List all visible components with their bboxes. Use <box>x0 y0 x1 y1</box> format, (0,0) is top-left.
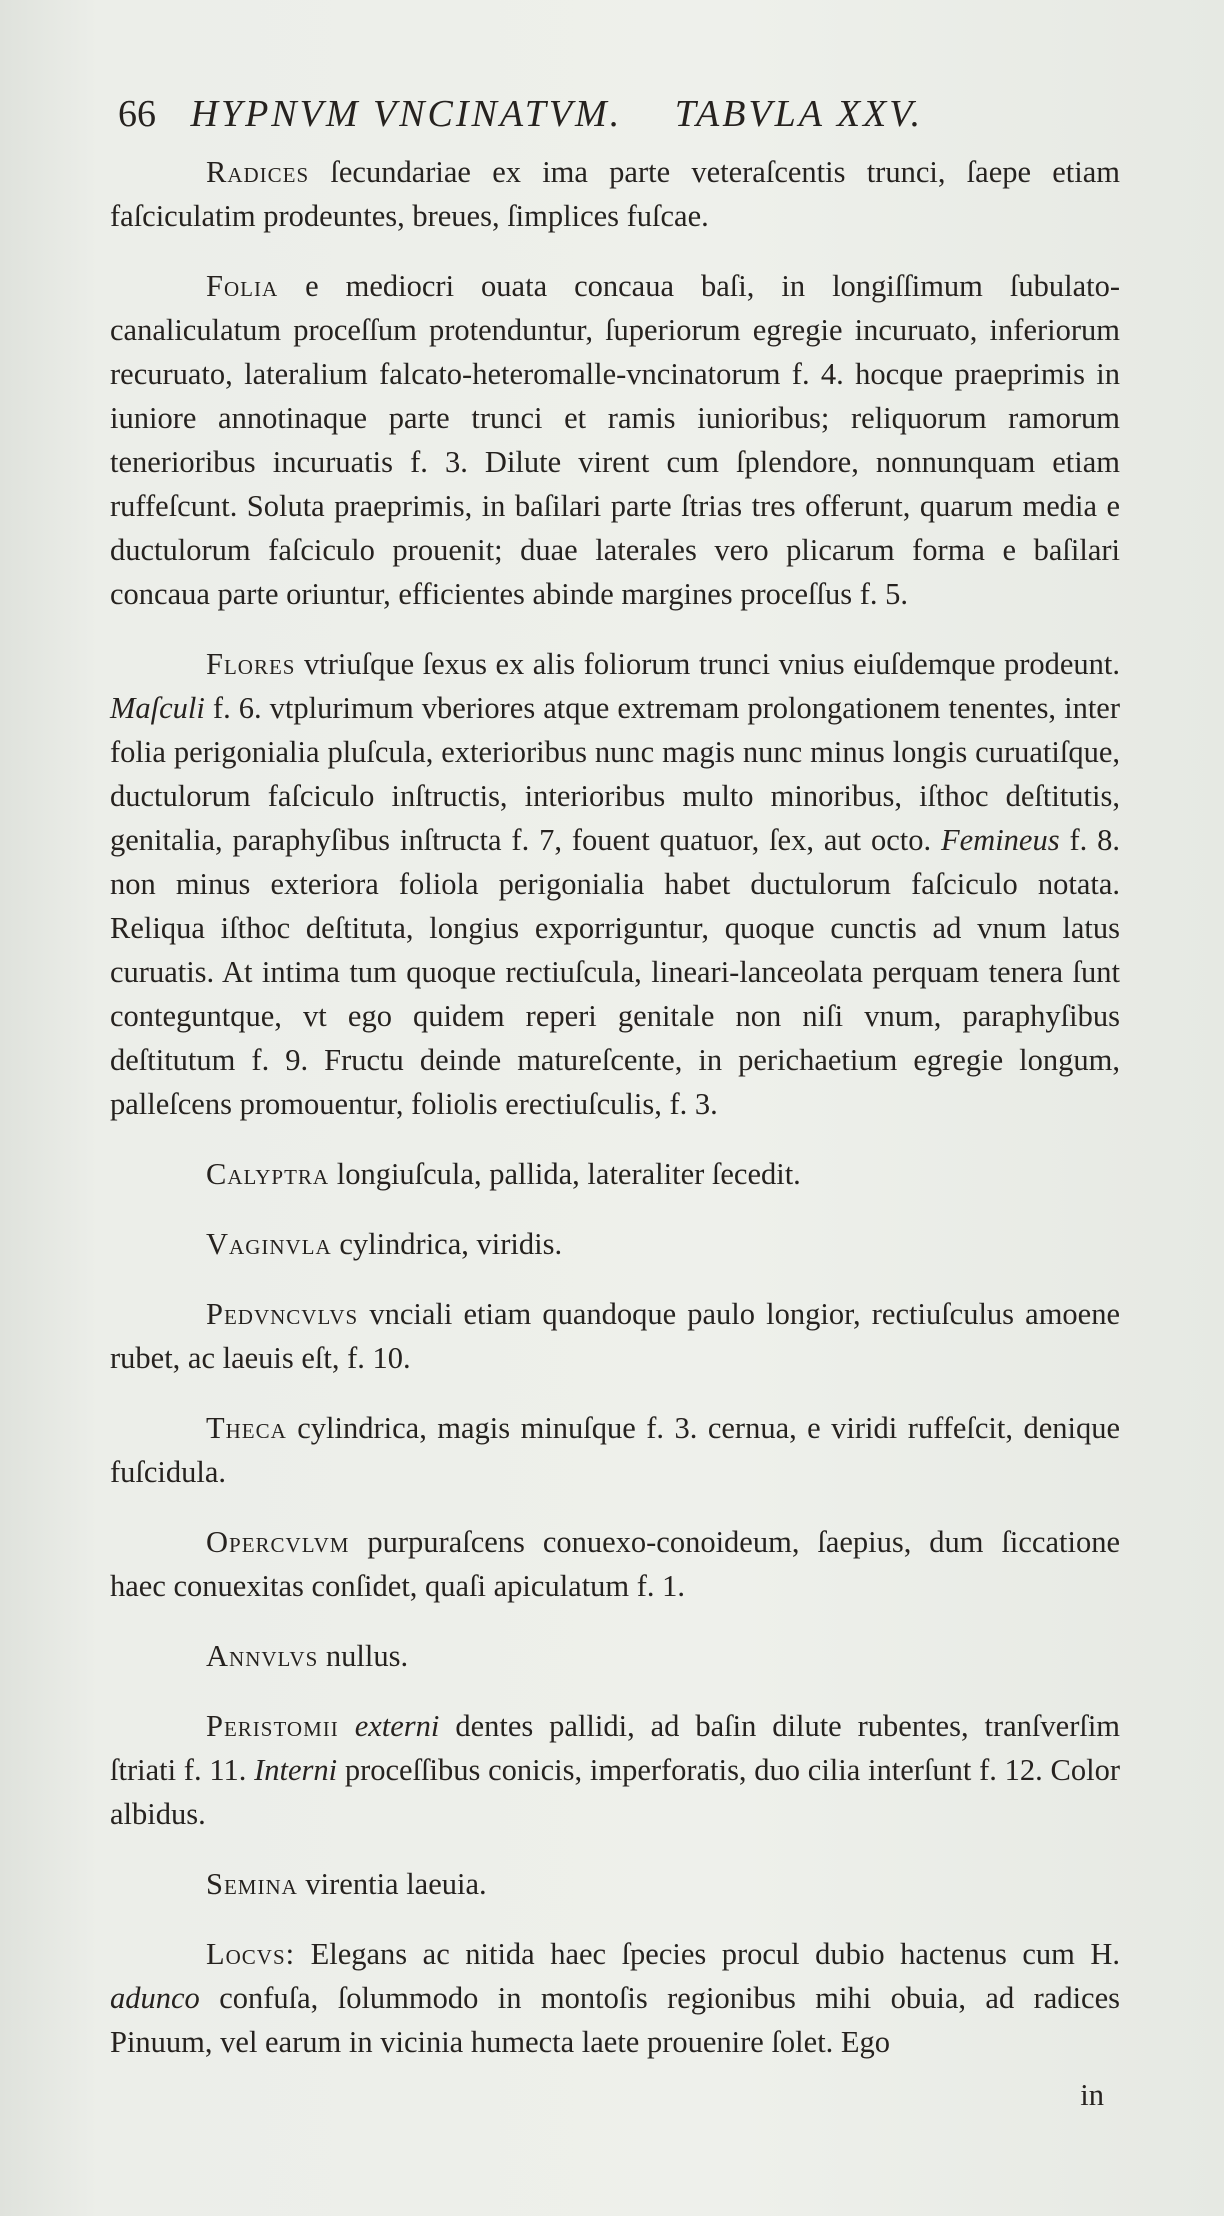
paragraph-text: f. 8. non minus exteriora foliola perigonialia habet ductulorum faſciculo notata. Reliqua iſthoc deſtituta, longius exporriguntur, quoque cunctis ad vnum latus curuatis. At intima tum quoque rectiuſcula, lineari-lanceolata perquam tenera ſunt conteguntque, vt ego quidem reperi genitale non niſi vnum, paraphyſibus deſtitutum f. 9. Fructu deinde matureſcente, in perichaetium egregie longum, palleſcens promouentur, foliolis erectiuſculis, f. 3. <box>110 823 1120 1121</box>
paragraph-lead: Calyptra <box>206 1157 330 1191</box>
paragraph-lead: Theca <box>206 1411 287 1445</box>
paragraph-lead: Opercvlvm <box>206 1525 350 1559</box>
catchword: in <box>1080 2078 1104 2112</box>
paragraph-text: cylindrica, viridis. <box>339 1227 563 1261</box>
paragraph-semina <box>110 1862 1120 1906</box>
running-header <box>118 92 1048 136</box>
paragraph-text: vnciali etiam quandoque paulo longior, rectiuſculus amoene rubet, ac laeuis eſt, f. 10. <box>110 1297 1120 1375</box>
paragraph-text: f. 6. vtplurimum vberiores atque extremam prolongationem tenentes, inter folia perigonialia pluſcula, exterioribus nunc magis nunc minus longis curuatiſque, ductulorum faſciculo inſtructis, interioribus multo minoribus, iſthoc deſtitutis, genitalia, paraphyſibus inſtructa f. 7, fouent quatuor, ſex, aut octo. <box>110 691 1120 857</box>
paragraph-text: ſecundariae ex ima parte veteraſcentis trunci, ſaepe etiam faſciculatim prodeuntes, breues, ſimplices fuſcae. <box>110 155 1120 233</box>
running-title: HYPNVM VNCINATVM. <box>190 93 623 135</box>
paragraph-locus <box>110 1932 1120 2064</box>
paragraph-operculum <box>110 1520 1120 1608</box>
paragraph-text: longiuſcula, pallida, lateraliter ſecedit. <box>336 1157 801 1191</box>
paragraph-lead: Pedvncvlvs <box>206 1297 359 1331</box>
italic-term: adunco <box>110 1981 200 2015</box>
paragraph-theca <box>110 1406 1120 1494</box>
paragraph-text: confuſa, ſolummodo in montoſis regionibus mihi obuia, ad radices Pinuum, vel earum in vicinia humecta laete prouenire ſolet. Ego <box>110 1981 1120 2059</box>
paragraph-text: proceſſibus conicis, imperforatis, duo cilia interſunt f. 12. Color albidus. <box>110 1753 1120 1831</box>
paragraph-folia <box>110 264 1120 616</box>
paragraph-lead: Locvs: <box>206 1937 296 1971</box>
paragraph-lead: Semina <box>206 1867 298 1901</box>
paragraph-pedunculus <box>110 1292 1120 1380</box>
page-number: 66 <box>118 93 156 135</box>
paragraph-lead: Folia <box>206 269 279 303</box>
paragraph-text: purpuraſcens conuexo-conoideum, ſaepius, dum ſiccatione haec conuexitas conſidet, quaſi apiculatum f. 1. <box>110 1525 1120 1603</box>
paragraph-lead: Peristomii <box>206 1709 339 1743</box>
paragraph-peristomii <box>110 1704 1120 1836</box>
paragraph-calyptra <box>110 1152 1120 1196</box>
paragraph-text: vtriuſque ſexus ex alis foliorum trunci vnius eiuſdemque prodeunt. <box>304 647 1121 681</box>
italic-term: Femineus <box>941 823 1060 857</box>
paragraph-text: Elegans ac nitida haec ſpecies procul dubio hactenus cum H. <box>310 1937 1120 1971</box>
paragraph-flores <box>110 642 1120 1126</box>
paragraph-lead: Annvlvs <box>206 1639 319 1673</box>
paragraph-text: e mediocri ouata concaua baſi, in longiſſimum ſubulato-canaliculatum proceſſum protenduntur, ſuperiorum egregie incuruato, inferiorum recuruato, lateralium falcato-heteromalle-vncinatorum f. 4. hocque praeprimis in iuniore annotinaque parte trunci et ramis iunioribus; reliquorum ramorum tenerioribus incuruatis f. 3. Dilute virent cum ſplendore, nonnunquam etiam ruffeſcunt. Soluta praeprimis, in baſilari parte ſtrias tres offerunt, quarum media e ductulorum faſciculo prouenit; duae laterales vero plicarum forma e baſilari concaua parte oriuntur, efficientes abinde margines proceſſus f. 5. <box>110 269 1121 611</box>
paragraph-annulus <box>110 1634 1120 1678</box>
italic-term: Maſculi <box>110 691 205 725</box>
italic-term: externi <box>354 1709 440 1743</box>
italic-term: Interni <box>254 1753 338 1787</box>
paragraph-vaginula <box>110 1222 1120 1266</box>
paragraph-lead: Vaginvla <box>206 1227 332 1261</box>
paragraph-text: nullus. <box>325 1639 409 1673</box>
paragraph-text: virentia laeuia. <box>305 1867 487 1901</box>
text-body <box>110 150 1120 2090</box>
paragraph-lead: Flores <box>206 647 296 681</box>
plate-label: TABVLA XXV. <box>674 93 924 135</box>
paragraph-lead: Radices <box>206 155 310 189</box>
paragraph-radices <box>110 150 1120 238</box>
paragraph-text: dentes pallidi, ad baſin dilute rubentes, tranſverſim ſtriati f. 11. <box>110 1709 1121 1787</box>
paragraph-text: cylindrica, magis minuſque f. 3. cernua, e viridi ruffeſcit, denique fuſcidula. <box>110 1411 1121 1489</box>
